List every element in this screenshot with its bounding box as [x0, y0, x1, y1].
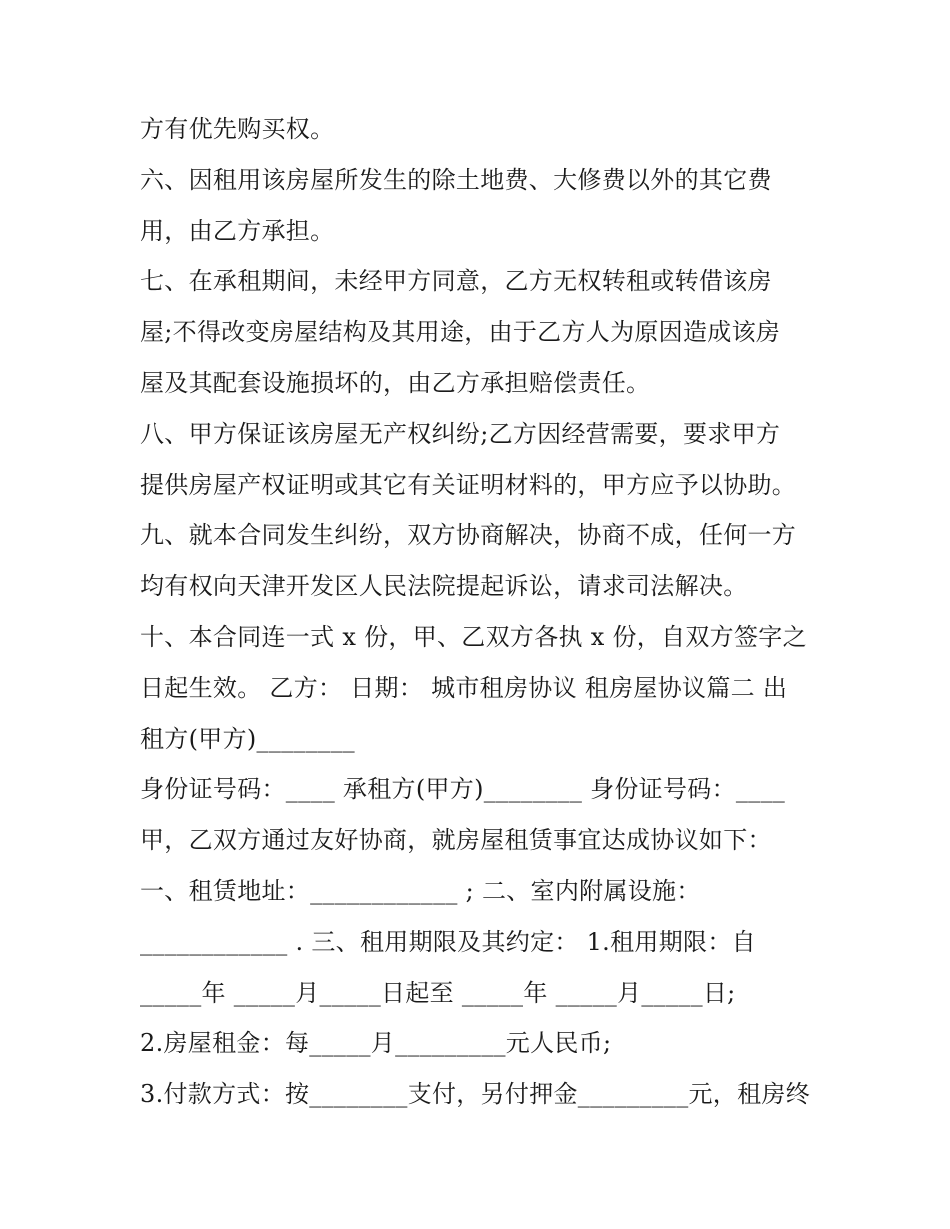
text-line-12: 日起生效。 乙方： 日期： 城市租房协议 租房屋协议篇二 出 [140, 673, 788, 702]
text-line-13: 租方(甲方)________ [140, 724, 355, 753]
text-line-1: 方有优先购买权。 [140, 115, 335, 143]
text-line-20: 3.付款方式：按________支付，另付押金_________元，租房终 [140, 1080, 810, 1109]
text-line-4: 七、在承租期间，未经甲方同意，乙方无权转租或转借该房 [140, 267, 772, 296]
text-line-7: 八、甲方保证该房屋无产权纠纷;乙方因经营需要，要求甲方 [140, 419, 781, 448]
text-line-15: 甲，乙双方通过友好协商，就房屋租赁事宜达成协议如下： [140, 826, 772, 855]
text-line-9: 九、就本合同发生纠纷，双方协商解决，协商不成，任何一方 [140, 521, 797, 550]
text-line-6: 屋及其配套设施损坏的，由乙方承担赔偿责任。 [140, 368, 651, 397]
contract-text [140, 104, 830, 1120]
text-line-5: 屋;不得改变房屋结构及其用途，由于乙方人为原因造成该房 [140, 318, 781, 347]
text-line-10: 均有权向天津开发区人民法院提起诉讼，请求司法解决。 [140, 572, 748, 601]
text-line-16: 一、租赁地址：____________ ; 二、室内附属设施： [140, 876, 701, 905]
text-line-18: _____年 _____月_____日起至 _____年 _____月_____日; [140, 978, 736, 1007]
text-line-17: ____________ . 三、租用期限及其约定： 1.租用期限：自 [140, 927, 756, 956]
text-line-3: 用，由乙方承担。 [140, 216, 335, 245]
text-line-8: 提供房屋产权证明或其它有关证明材料的，甲方应予以协助。 [140, 470, 797, 499]
text-line-19: 2.房屋租金：每_____月_________元人民币; [140, 1029, 612, 1058]
text-line-2: 六、因租用该房屋所发生的除土地费、大修费以外的其它费 [140, 165, 772, 194]
text-line-14: 身份证号码：____ 承租方(甲方)________ 身份证号码：____ [140, 775, 786, 804]
text-line-11: 十、本合同连一式 x 份，甲、乙双方各执 x 份，自双方签字之 [140, 622, 807, 651]
